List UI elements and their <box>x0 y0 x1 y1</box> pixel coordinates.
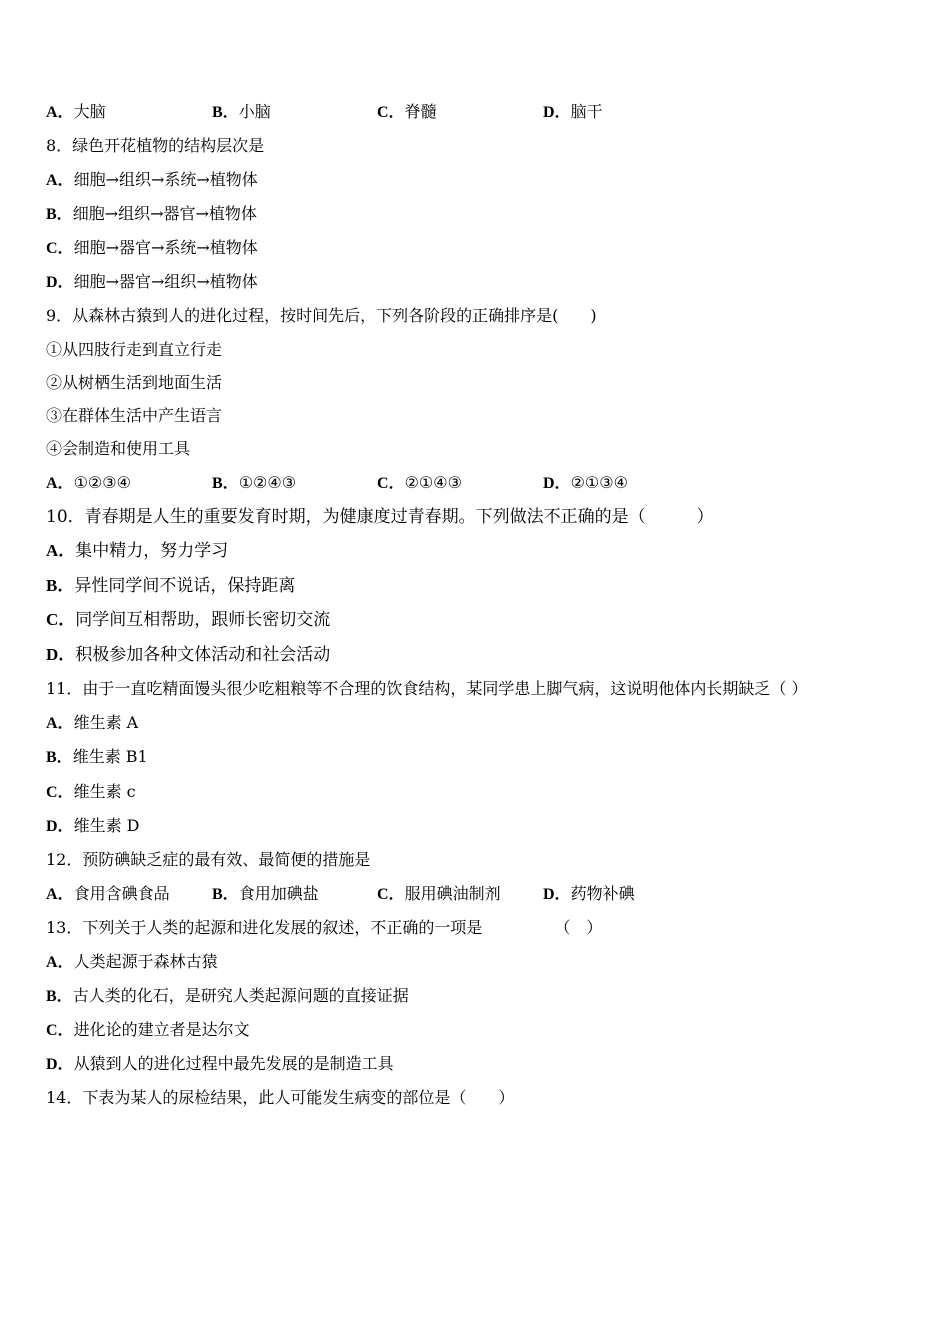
q10-stem: 10．青春期是人生的重要发育时期，为健康度过青春期。下列做法不正确的是（ ） <box>46 507 714 527</box>
q13-stem: 13．下列关于人类的起源和进化发展的叙述，不正确的一项是 （ ） <box>46 918 603 937</box>
q12-stem: 12．预防碘缺乏症的最有效、最简便的措施是 <box>46 850 371 869</box>
q9-item-2: ②从树栖生活到地面生活 <box>46 373 223 392</box>
q9-option-b[interactable]: B．①②④③ <box>212 473 297 492</box>
q8-option-c[interactable]: C．细胞→器官→系统→植物体 <box>46 238 258 257</box>
q9-item-3: ③在群体生活中产生语言 <box>46 406 223 425</box>
q8-option-a[interactable]: A．细胞→组织→系统→植物体 <box>46 170 258 189</box>
q9-item-1: ①从四肢行走到直立行走 <box>46 340 223 359</box>
q11-option-a[interactable]: A．维生素 A <box>46 713 139 732</box>
q8-option-d[interactable]: D．细胞→器官→组织→植物体 <box>46 272 258 291</box>
q12-option-a[interactable]: A．食用含碘食品 <box>46 884 170 903</box>
q9-option-d[interactable]: D．②①③④ <box>543 473 628 492</box>
q13-option-c[interactable]: C．进化论的建立者是达尔文 <box>46 1020 250 1039</box>
q11-option-c[interactable]: C．维生素 c <box>46 782 136 801</box>
q10-option-c[interactable]: C．同学间互相帮助，跟师长密切交流 <box>46 610 331 630</box>
q13-option-d[interactable]: D．从猿到人的进化过程中最先发展的是制造工具 <box>46 1054 394 1073</box>
q7-option-b[interactable]: B．小脑 <box>212 102 271 121</box>
q10-option-a[interactable]: A．集中精力，努力学习 <box>46 541 229 561</box>
q12-option-c[interactable]: C．服用碘油制剂 <box>377 884 501 903</box>
q10-option-d[interactable]: D．积极参加各种文体活动和社会活动 <box>46 645 331 665</box>
q14-stem: 14．下表为某人的尿检结果，此人可能发生病变的部位是（ ） <box>46 1088 515 1107</box>
q11-stem: 11．由于一直吃精面馒头很少吃粗粮等不合理的饮食结构，某同学患上脚气病，这说明他体内长期缺乏（ ） <box>46 679 808 698</box>
q12-option-d[interactable]: D．药物补碘 <box>543 884 635 903</box>
q12-option-b[interactable]: B．食用加碘盐 <box>212 884 319 903</box>
q11-option-d[interactable]: D．维生素 D <box>46 816 140 835</box>
q8-option-b[interactable]: B．细胞→组织→器官→植物体 <box>46 204 257 223</box>
q9-item-4: ④会制造和使用工具 <box>46 439 191 458</box>
q10-option-b[interactable]: B．异性同学间不说话，保持距离 <box>46 576 296 596</box>
q8-stem: 8．绿色开花植物的结构层次是 <box>46 136 265 155</box>
q9-option-c[interactable]: C．②①④③ <box>377 473 462 492</box>
q13-option-a[interactable]: A．人类起源于森林古猿 <box>46 952 218 971</box>
q11-option-b[interactable]: B．维生素 B1 <box>46 747 148 766</box>
q7-option-d[interactable]: D．脑干 <box>543 102 603 121</box>
q9-option-a[interactable]: A．①②③④ <box>46 473 131 492</box>
q9-stem: 9．从森林古猿到人的进化过程，按时间先后，下列各阶段的正确排序是( ) <box>46 306 597 325</box>
q13-option-b[interactable]: B．古人类的化石，是研究人类起源问题的直接证据 <box>46 986 409 1005</box>
q7-option-c[interactable]: C．脊髓 <box>377 102 437 121</box>
q7-option-a[interactable]: A．大脑 <box>46 102 106 121</box>
